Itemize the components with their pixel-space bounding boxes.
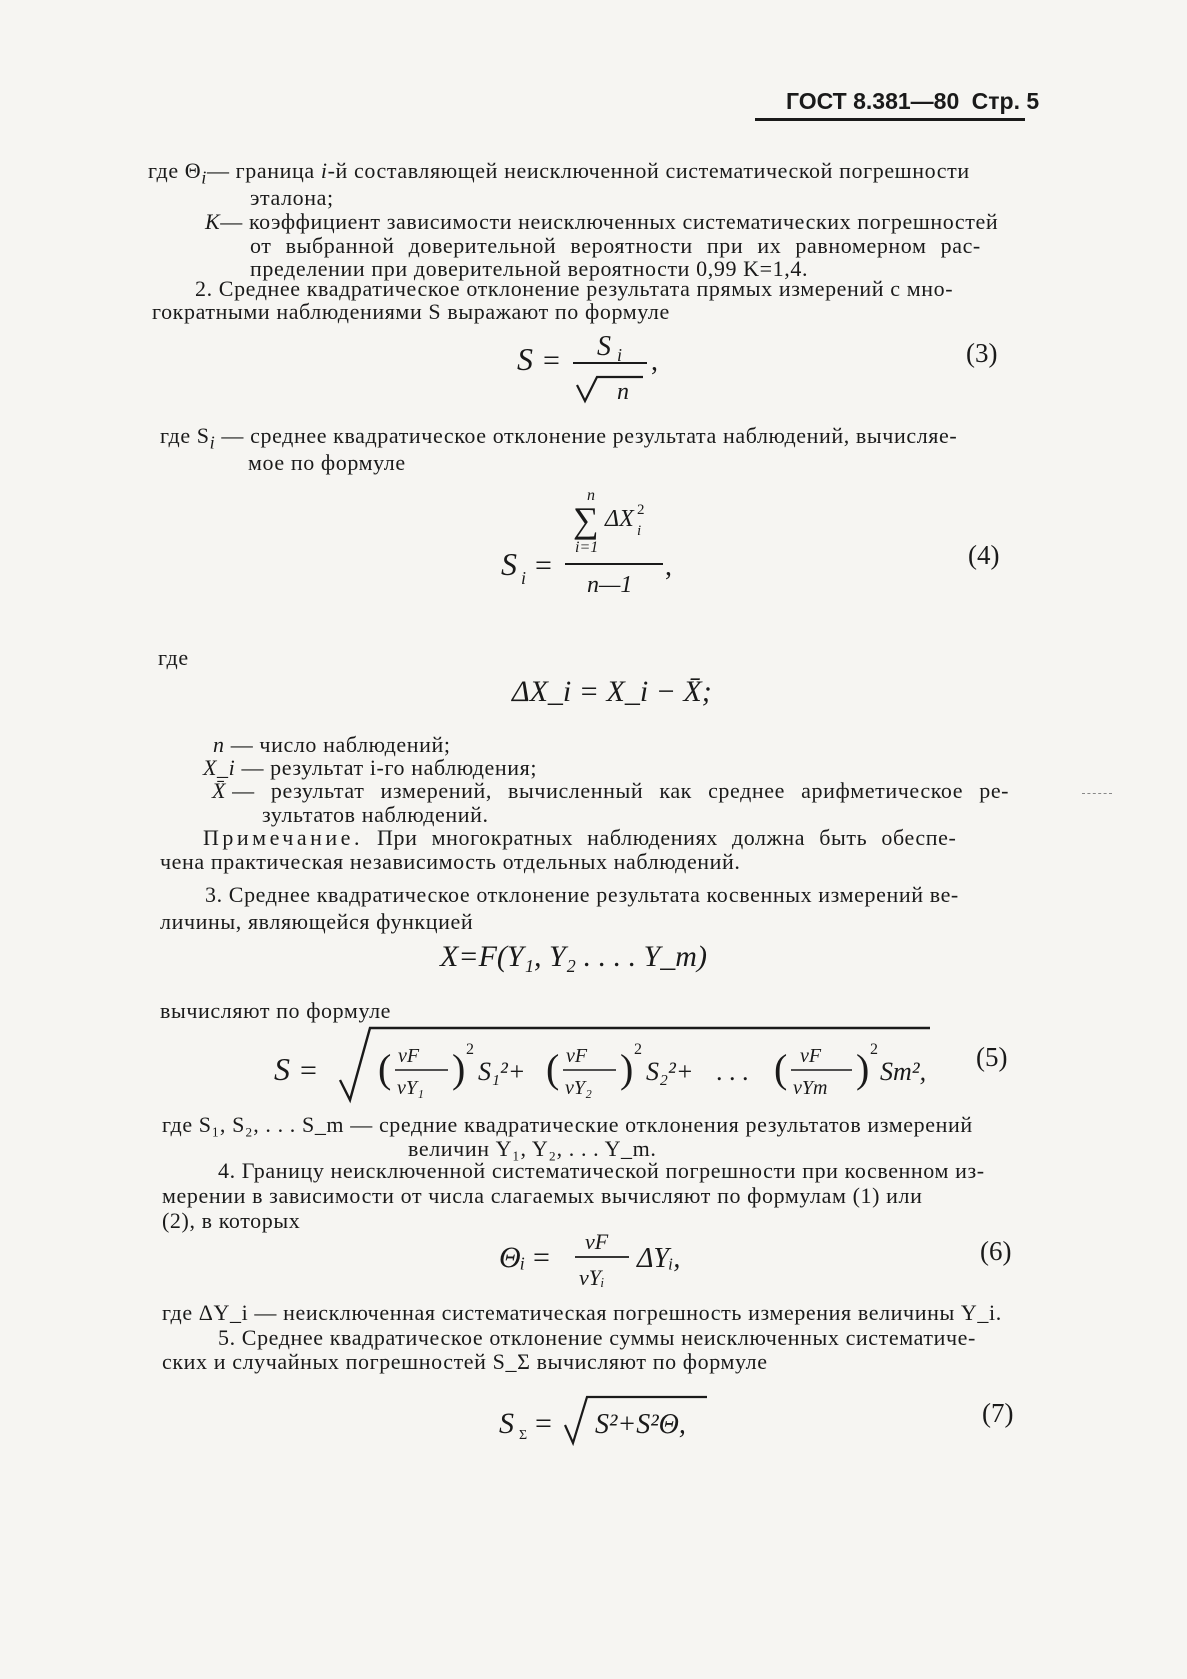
eq5-label: (5) [976,1042,1008,1072]
eq5-num-m: νF [800,1045,822,1067]
eq6-label: (6) [980,1236,1012,1266]
item3-line2: личины, являющейся функцией [160,909,474,934]
eq-delta-x: ΔX_i = X_i − X̄; [512,675,712,708]
eq7-lhs-sub: Σ [519,1428,528,1443]
item4-line2: мерении в зависимости от числа слагаемых вычисляют по формулам (1) или [162,1183,923,1208]
eq4-lhs: S [501,546,517,582]
si-def-line2: мое по формуле [248,450,406,475]
def-theta-line2: эталона; [250,185,334,210]
def-n: n — число наблюдений; [213,732,451,757]
def-xbar: X̄ — результат измерений, вычисленный как среднее арифметическое ре- [212,778,1010,803]
item4-line3: (2), в которых [162,1208,301,1233]
eq6-equals: = [533,1241,550,1274]
def-theta-line1: где $\Theta_i—$ граница i-й составляющей неисключенной систематической погрешности [148,158,970,188]
eq7-equals: = [535,1407,552,1440]
eq5-paren-open-1: ( [378,1046,392,1091]
note-line1: Примечание. При многократных наблюдениях должна быть обеспе- [203,825,957,850]
si-def-line1: где $S_i$ — среднее квадратическое отклонение результата наблюдений, вычисляе- [160,423,958,453]
equation-3 [505,325,705,415]
eq5-num-1: νF [398,1045,420,1067]
eq5-sm: Sm², [880,1057,927,1086]
eq5-lhs: S [274,1051,290,1087]
eq4-lhs-sub: i [521,568,527,588]
def-xi: X_i — результат i-го наблюдения; [203,755,538,780]
eq5-den-m: νYm [793,1077,828,1099]
eq5-s2: S₂²+ [646,1057,694,1086]
eq6-delta: ΔYᵢ, [637,1243,681,1274]
eq5-equals: = [300,1054,317,1087]
equation-5 [270,1018,950,1108]
item5-line2: ских и случайных погрешностей S_Σ вычисляют по формуле [162,1349,768,1374]
eq5-num-2: νF [566,1045,588,1067]
eq5-den-2: νY₂ [565,1077,592,1099]
item2-line2: гократными наблюдениями S выражают по формуле [152,299,670,324]
eq7-lhs: S [499,1407,514,1440]
item4-line1: 4. Границу неисключенной систематической погрешности при косвенном из- [218,1158,985,1183]
eq5-sup-2: 2 [634,1041,642,1058]
standard-number: ГОСТ 8.381—80 [786,88,960,114]
eq5-s1: S₁²+ [478,1057,526,1086]
eq5-ellipsis: . . . [716,1057,749,1086]
eq5-sup-1: 2 [466,1041,474,1058]
eq4-sum-bottom: i=1 [575,539,599,556]
eq5-sup-m: 2 [870,1041,878,1058]
header-rule [755,118,1025,121]
s1-def-line1: где S₁, S₂, . . . S_m — средние квадратические отклонения результатов измерений [162,1112,973,1137]
margin-dash-mark [1082,793,1112,794]
eq4-equals: = [535,549,552,582]
equation-4 [495,480,715,600]
def-k-line2: от выбранной доверительной вероятности при их равномерном рас- [250,233,981,258]
eq5-paren-open-2: ( [546,1046,560,1091]
eq5-paren-close-m: ) [856,1046,870,1091]
eq3-denominator: n [617,379,629,405]
page-number: Стр. 5 [971,88,1040,114]
eq5-radical [340,1028,930,1100]
eq4-label: (4) [968,540,1000,570]
eq7-radicand: S²+S²Θ, [595,1409,686,1440]
header-standard [786,88,1039,115]
eq3-comma: , [651,346,658,377]
eq5-den-1: νY₁ [397,1077,424,1099]
eq3-label: (3) [966,338,998,368]
eq5-paren-close-2: ) [620,1046,634,1091]
note-line2: чена практическая независимость отдельных наблюдений. [160,849,741,874]
eq-function: X=F(Y₁, Y₂ . . . . Y_m) [440,940,707,973]
eq6-lhs: Θᵢ [499,1241,526,1274]
eq3-equals: = [543,344,560,377]
eq4-sigma: ∑ [573,500,599,540]
eq4-term: ΔX [605,506,634,532]
eq3-numerator: S [597,331,611,362]
item2-line1: 2. Среднее квадратическое отклонение результата прямых измерений с мно- [195,276,954,301]
def-k-line1: K— коэффициент зависимости неисключенных систематических погрешностей [205,209,999,234]
s1-def-line2: величин Y₁, Y₂, . . . Y_m. [408,1136,657,1161]
eq7-label: (7) [982,1398,1014,1428]
calc-formula-line: вычисляют по формуле [160,998,392,1023]
eq4-comma: , [665,551,672,582]
eq4-denominator: n—1 [587,572,633,598]
dy-def-line: где ΔY_i — неисключенная систематическая погрешность измерения величины Y_i. [162,1300,1002,1325]
where-word: где [158,645,189,670]
item3-line1: 3. Среднее квадратическое отклонение результата косвенных измерений ве- [205,882,959,907]
eq4-term-sup: 2 [637,502,645,518]
eq3-lhs: S [517,341,533,377]
eq6-den: νYᵢ [579,1265,605,1290]
eq5-paren-close-1: ) [452,1046,466,1091]
eq4-sum-top: n [587,487,595,504]
item5-line1: 5. Среднее квадратическое отклонение суммы неисключенных систематиче- [218,1325,976,1350]
equation-6 [495,1225,715,1295]
eq6-num: νF [585,1229,609,1254]
eq4-term-sub: i [637,523,642,539]
def-k-line3: пределении при доверительной вероятности 0,99 K=1,4. [250,256,809,281]
equation-7 [495,1385,725,1455]
eq5-paren-open-m: ( [774,1046,788,1091]
eq3-radical [577,377,643,401]
def-xbar-cont: зультатов наблюдений. [262,802,489,827]
eq3-num-sub: i [617,345,623,365]
